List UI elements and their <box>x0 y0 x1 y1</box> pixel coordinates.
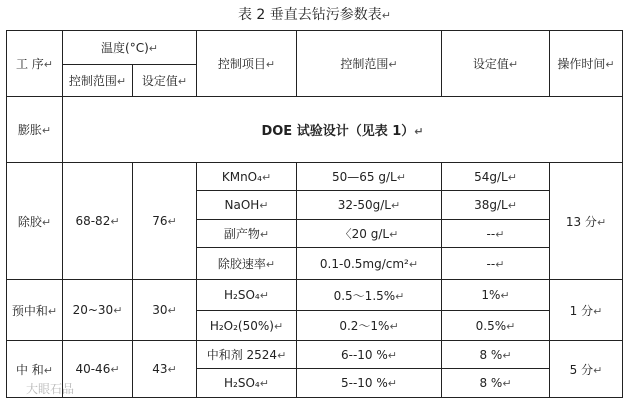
control-setting: 8 %↵ <box>442 369 550 398</box>
row-swell <box>7 97 623 163</box>
parameter-table <box>6 30 623 398</box>
header-control-item: 控制项目↵ <box>197 31 297 97</box>
process-desmear: 除胶↵ <box>7 163 63 280</box>
table-row <box>7 280 623 311</box>
process-neutral: 中 和↵ <box>7 341 63 398</box>
preneutral-temp-set: 30↵ <box>133 280 197 341</box>
header-temp-set: 设定值↵ <box>133 65 197 97</box>
table-row <box>7 163 623 191</box>
control-setting: 1%↵ <box>442 280 550 311</box>
control-item: KMnO₄↵ <box>197 163 297 191</box>
desmear-temp-set: 76↵ <box>133 163 197 280</box>
process-preneutral: 预中和↵ <box>7 280 63 341</box>
control-range: 6--10 %↵ <box>297 341 442 369</box>
preneutral-temp-range: 20~30↵ <box>63 280 133 341</box>
control-item: 中和剂 2524↵ <box>197 341 297 369</box>
control-setting: 0.5%↵ <box>442 311 550 341</box>
control-setting: --↵ <box>442 220 550 248</box>
neutral-temp-set: 43↵ <box>133 341 197 398</box>
desmear-temp-range: 68-82↵ <box>63 163 133 280</box>
control-setting: 8 %↵ <box>442 341 550 369</box>
header-op-time: 操作时间↵ <box>550 31 623 97</box>
control-item: H₂SO₄↵ <box>197 280 297 311</box>
control-range: 5--10 %↵ <box>297 369 442 398</box>
control-range: 0.5～1.5%↵ <box>297 280 442 311</box>
header-temperature: 温度(°C)↵ <box>63 31 197 65</box>
control-item: 除胶速率↵ <box>197 248 297 280</box>
control-item: NaOH↵ <box>197 191 297 220</box>
header-process: 工 序↵ <box>7 31 63 97</box>
neutral-temp-range: 40-46↵ <box>63 341 133 398</box>
control-setting: --↵ <box>442 248 550 280</box>
control-item: H₂O₂(50%)↵ <box>197 311 297 341</box>
control-range: 0.1-0.5mg/cm²↵ <box>297 248 442 280</box>
control-item: H₂SO₄↵ <box>197 369 297 398</box>
control-setting: 38g/L↵ <box>442 191 550 220</box>
control-setting: 54g/L↵ <box>442 163 550 191</box>
control-range: 0.2～1%↵ <box>297 311 442 341</box>
table-row <box>7 341 623 369</box>
neutral-time: 5 分↵ <box>550 341 623 398</box>
header-control-range: 控制范围↵ <box>297 31 442 97</box>
header-setting: 设定值↵ <box>442 31 550 97</box>
header-row-1 <box>7 31 623 65</box>
control-range: 〈20 g/L↵ <box>297 220 442 248</box>
process-swell: 膨胀↵ <box>7 97 63 163</box>
header-temp-range: 控制范围↵ <box>63 65 133 97</box>
control-item: 副产物↵ <box>197 220 297 248</box>
table-title: 表 2 垂直去钻污参数表↵ <box>237 7 392 23</box>
preneutral-time: 1 分↵ <box>550 280 623 341</box>
watermark: 大眼石品 <box>26 382 75 396</box>
control-range: 50—65 g/L↵ <box>297 163 442 191</box>
control-range: 32-50g/L↵ <box>297 191 442 220</box>
swell-doe-note: DOE 试验设计（见表 1）↵ <box>63 97 623 163</box>
desmear-time: 13 分↵ <box>550 163 623 280</box>
